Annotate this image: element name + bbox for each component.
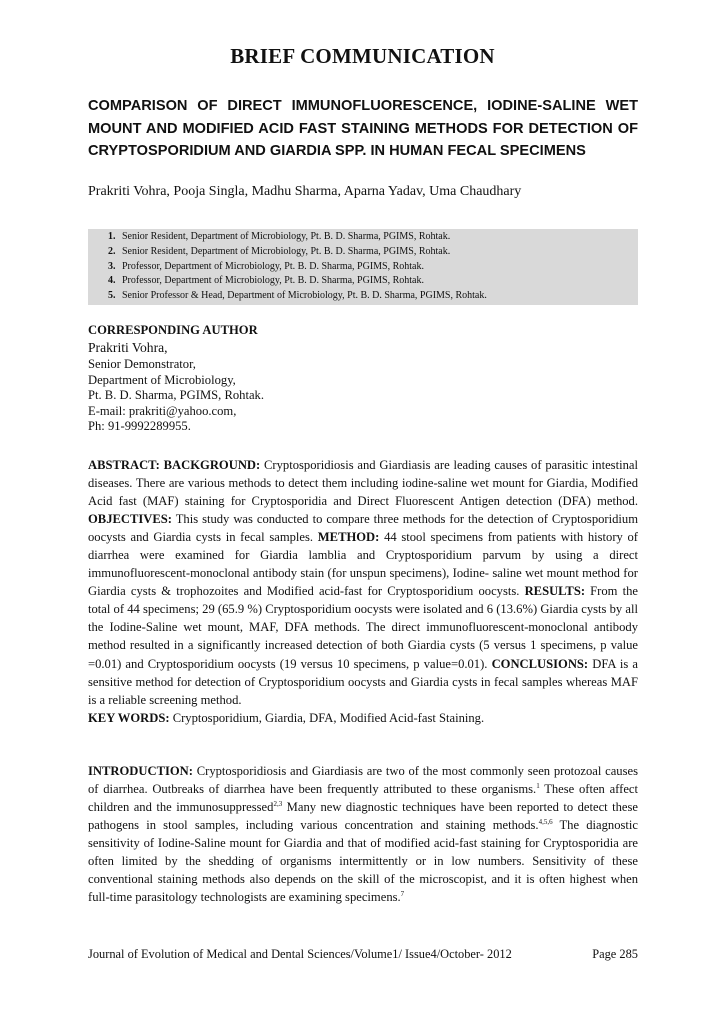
page-number: Page 285 [592, 947, 638, 961]
affiliation-text: Senior Resident, Department of Microbiology, Pt. B. D. Sharma, PGIMS, Rohtak. [122, 245, 451, 257]
corresponding-author-line: Pt. B. D. Sharma, PGIMS, Rohtak. [88, 388, 264, 403]
affiliation-number: 3. [108, 260, 116, 272]
background-label: BACKGROUND: [163, 458, 261, 472]
abstract [88, 456, 638, 727]
corresponding-author-phone: Ph: 91-9992289955. [88, 419, 191, 434]
affiliation-number: 1. [108, 231, 116, 242]
introduction-label: INTRODUCTION: [88, 764, 193, 778]
citation-ref: 1 [536, 781, 540, 790]
method-label: METHOD: [317, 530, 380, 545]
affiliation-row [88, 230, 638, 245]
abstract-paragraph [88, 456, 638, 709]
affiliation-row [88, 245, 638, 260]
objectives-label: OBJECTIVES: [88, 512, 172, 527]
author-list: Prakriti Vohra, Pooja Singla, Madhu Sharma, Aparna Yadav, Uma Chaudhary [88, 184, 522, 199]
introduction-text: Cryptosporidiosis and Giardiasis are two of the most commonly seen protozoal causes of diarrhea. Outbreaks of diarrhea have been frequently attributed to these organisms. [88, 764, 638, 797]
affiliation-text: Senior Professor & Head, Department of Microbiology, Pt. B. D. Sharma, PGIMS, Rohtak. [122, 290, 487, 302]
introduction [88, 762, 638, 906]
results-label: RESULTS: [524, 584, 586, 599]
introduction-text: The diagnostic sensitivity of Iodine-Saline mount for Giardia and that of modified acid-fast staining for Cryptosporidia are often limited by the shedding of organisms intermittently or in low numbers. Sensitivity of these conventional staining methods also depends on the skill of the microscopist, and it is often highest when full-time parasitology technologists are examining specimens. [88, 818, 638, 905]
abstract-label: ABSTRACT: [88, 458, 160, 472]
affiliation-number: 4. [108, 275, 116, 287]
keywords-text: Cryptosporidium, Giardia, DFA, Modified Acid-fast Staining. [172, 710, 485, 725]
affiliations-box [88, 229, 638, 305]
affiliation-number: 5. [108, 290, 116, 302]
citation-ref: 4,5,6 [538, 817, 553, 826]
affiliation-row [88, 289, 638, 304]
citation-ref: 7 [400, 890, 405, 899]
keywords-line [88, 709, 638, 727]
conclusions-label: CONCLUSIONS: [491, 656, 589, 671]
corresponding-author-heading: CORRESPONDING AUTHOR [88, 323, 258, 337]
background-text: Cryptosporidiosis and Giardiasis are leading causes of parasitic intestinal diseases. There are various methods to detect them including iodine-saline wet mount for Giardia, Modified Acid fast (MAF) staining for Cryptosporidia and Direct Fluorescent Antigen detection (DFA) method. [88, 458, 638, 509]
affiliation-row [88, 274, 638, 289]
affiliation-number: 2. [108, 245, 116, 257]
affiliation-text: Professor, Department of Microbiology, Pt. B. D. Sharma, PGIMS, Rohtak. [122, 275, 424, 287]
results-text: From the total of 44 specimens; 29 (65.9 %) Cryptosporidium oocysts were isolated and 6 (13.6%) Giardia cysts by all the Iodine-Saline wet mount, MAF, DFA methods. The direct immunofluorescent-monoclonal antibody method resulted in a significantly increased detection of both Giardia cysts (5 versus 1 specimens, p value =0.01) and Cryptosporidium oocysts (19 versus 10 specimens, p value=0.01). [88, 584, 638, 671]
corresponding-author-line: Senior Demonstrator, [88, 357, 196, 371]
citation-ref: 2,3 [273, 799, 283, 808]
affiliation-text: Professor, Department of Microbiology, Pt. B. D. Sharma, PGIMS, Rohtak. [122, 260, 424, 272]
introduction-text: Many new diagnostic techniques have been reported to detect these pathogens in stool samples, including various concentration and staining methods. [88, 800, 638, 833]
corresponding-author-line: Department of Microbiology, [88, 372, 236, 387]
objectives-text: This study was conducted to compare three methods for the detection of Cryptosporidium oocysts and Giardia cysts in fecal samples. [88, 512, 638, 545]
section-heading: BRIEF COMMUNICATION [230, 44, 495, 68]
conclusions-text: DFA is a sensitive method for detection of Cryptosporidium oocysts and Giardia cysts in fecal samples whereas MAF is a reliable screening method. [88, 656, 638, 707]
corresponding-author-details [88, 357, 264, 435]
method-text: 44 stool specimens from patients with history of diarrhea were examined for Giardia lamblia and Cryptosporidium parvum by using a direct immunofluorescent-monoclonal antibody stain (for unspun specimens), Iodine- saline wet mount method for Giardia cysts & trophozoites and Modified acid-fast for Cryptosporidium oocysts. [88, 530, 638, 599]
journal-citation: Journal of Evolution of Medical and Dental Sciences/Volume1/ Issue4/October- 2012 [88, 947, 512, 961]
keywords-label: KEY WORDS: [88, 710, 170, 725]
corresponding-author-name: Prakriti Vohra, [88, 340, 168, 355]
page-footer [88, 947, 638, 962]
corresponding-author-email: E-mail: prakriti@yahoo.com, [88, 403, 237, 418]
article-title: COMPARISON OF DIRECT IMMUNOFLUORESCENCE, IODINE-SALINE WET MOUNT AND MODIFIED ACID FAST STAINING METHODS FOR DETECTION OF CRYPTOSPORIDIUM AND GIARDIA SPP. IN HUMAN FECAL SPECIMENS [88, 98, 638, 160]
affiliation-text: Senior Resident, Department of Microbiology, Pt. B. D. Sharma, PGIMS, Rohtak. [122, 231, 451, 242]
affiliation-row [88, 260, 638, 275]
introduction-text: These often affect children and the immunosuppressed [88, 782, 638, 815]
